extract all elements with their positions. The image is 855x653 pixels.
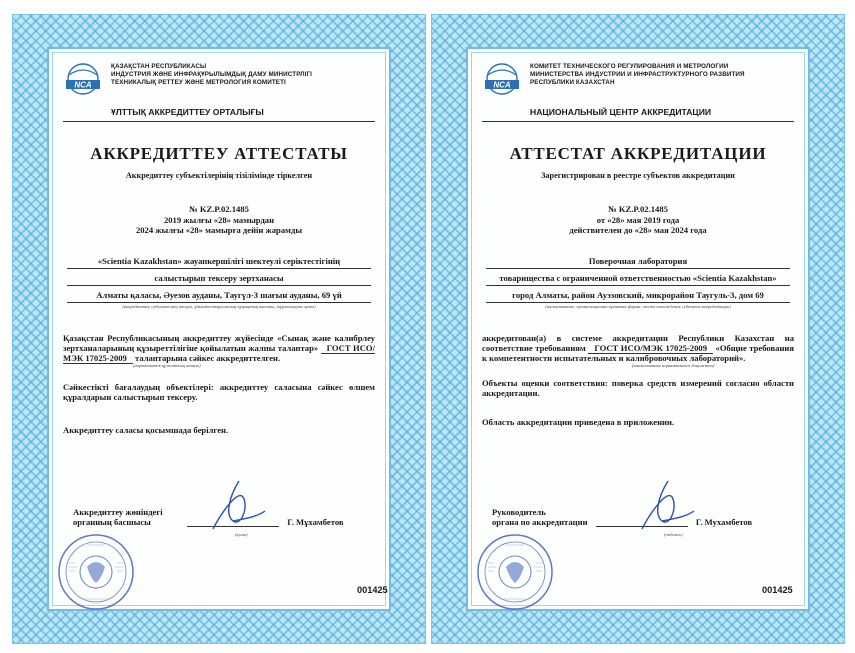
standard-name: ГОСТ ИСО/МЭК 17025-2009 bbox=[588, 343, 713, 354]
accreditation-statement: Қазақстан Республикасының аккредиттеу жүйесінде «Сынақ және калибрлеу зертханаларының құзыреттілігіне қойылатын жалпы талаптар» ГОСТ ИСО/МЭК 17025-2009 талаптарына сәйкес аккредиттелген. bbox=[63, 332, 375, 363]
certificate-kazakh bbox=[12, 14, 426, 644]
head-name: Г. Мұхамбетов bbox=[287, 517, 344, 527]
certificate-number-block bbox=[63, 204, 375, 236]
center-name: НАЦИОНАЛЬНЫЙ ЦЕНТР АККРЕДИТАЦИИ bbox=[530, 107, 712, 117]
certificate-title: АККРЕДИТТЕУ АТТЕСТАТЫ bbox=[90, 144, 348, 163]
certificate-inner-frame bbox=[47, 47, 391, 611]
official-seal-icon bbox=[57, 533, 135, 611]
lab-block bbox=[63, 256, 375, 309]
lab-block bbox=[482, 256, 794, 309]
signature-caption: (қолы) bbox=[235, 532, 248, 537]
lab-address: город Алматы, район Ауэзовский, микрорайон Таугуль-3, дом 69 bbox=[486, 290, 790, 303]
standard-caption: (наименование нормативного документа) bbox=[632, 363, 715, 369]
conformity-objects: Объекты оценки соответствия: поверка средств измерений согласно области аккредитации. bbox=[482, 378, 794, 399]
certificate-header bbox=[63, 61, 375, 105]
address-caption: (аккредиттеу субъектісінің атауы, ұйымдастырушылық-құқықтық нысаны, тұрғылықты орны) bbox=[122, 303, 316, 309]
head-title-line-1: Аккредиттеу жөніндегі bbox=[73, 507, 163, 517]
valid-from: 2019 жылғы «28» мамырдан bbox=[163, 214, 275, 225]
lab-line-2: товарищества с ограниченной ответственностью «Scientia Kazakhstan» bbox=[486, 273, 790, 286]
head-title-line-1: Руководитель bbox=[492, 507, 546, 517]
serial-number: 001425 bbox=[762, 585, 793, 595]
svg-text:NCA: NCA bbox=[493, 80, 511, 90]
lab-line-2: салыстырып тексеру зертханасы bbox=[67, 273, 371, 286]
official-seal-icon bbox=[476, 533, 554, 611]
standard-name: ГОСТ ИСО/МЭК 17025-2009 bbox=[63, 342, 375, 363]
org-line: МИНИСТЕРСТВА ИНДУСТРИИ И ИНФРАСТРУКТУРНОГО РАЗВИТИЯ bbox=[530, 71, 745, 78]
header-divider bbox=[482, 121, 794, 122]
org-line: ҚАЗАҚСТАН РЕСПУБЛИКАСЫ bbox=[111, 63, 207, 70]
head-name: Г. Мухамбетов bbox=[695, 517, 753, 527]
certificate-inner-frame bbox=[466, 47, 810, 611]
standard-caption: (нормативтік құжаттың атауы) bbox=[133, 363, 201, 369]
org-line: КОМИТЕТ ТЕХНИЧЕСКОГО РЕГУЛИРОВАНИЯ И МЕТРОЛОГИИ bbox=[530, 63, 729, 70]
lab-line-1: «Scientia Kazakhstan» жауапкершілігі шектеулі серіктестігінің bbox=[67, 256, 371, 269]
conformity-objects: Сәйкестікті бағалаудың объектілері: аккредиттеу саласына сәйкес өлшем құралдарын салыстырып тексеру. bbox=[63, 382, 375, 403]
org-line: ИНДУСТРИЯ ЖӘНЕ ИНФРАҚҰРЫЛЫМДЫҚ ДАМУ МИНИСТРЛІГІ bbox=[111, 71, 312, 78]
certificate-number: № KZ.P.02.1485 bbox=[608, 204, 668, 214]
head-title-line-2: органа по аккредитации bbox=[492, 517, 588, 527]
svg-text:NCA: NCA bbox=[74, 80, 92, 90]
valid-from: от «28» мая 2019 года bbox=[596, 214, 680, 225]
valid-to: 2024 жылғы «28» мамырға дейін жарамды bbox=[135, 225, 303, 235]
certificate-subtitle: Зарегистрирован в реестре субъектов аккредитации bbox=[541, 171, 735, 180]
certificate-subtitle: Аккредиттеу субъектілерінің тізілімінде тіркелген bbox=[125, 171, 313, 180]
handwritten-signature bbox=[199, 477, 269, 539]
serial-number: 001425 bbox=[357, 585, 388, 595]
certificate-title: АТТЕСТАТ АККРЕДИТАЦИИ bbox=[509, 144, 767, 163]
org-line: ТЕХНИКАЛЫҚ РЕТТЕУ ЖӘНЕ МЕТРОЛОГИЯ КОМИТЕТІ bbox=[111, 79, 286, 86]
certificate-header bbox=[482, 61, 794, 105]
lab-address: Алматы қаласы, Әуезов ауданы, Таугүл-3 шағын ауданы, 69 үй bbox=[67, 290, 371, 303]
signature-caption: (подпись) bbox=[664, 532, 683, 537]
certificate-russian bbox=[431, 14, 845, 644]
org-line: РЕСПУБЛИКИ КАЗАХСТАН bbox=[530, 79, 615, 86]
certificate-number-block bbox=[482, 204, 794, 236]
scope-note: Аккредиттеу саласы қосымшада берілген. bbox=[63, 424, 229, 435]
accreditation-statement: аккредитован(а) в системе аккредитации Республики Казахстан на соответствие требованиям ГОСТ ИСО/МЭК 17025-2009 «Общие требования к компетентности испытательных и калибровочных лабораторий». bbox=[482, 332, 795, 363]
address-caption: (наименование, организационно-правовая форма, место нахождения субъекта аккредитации) bbox=[545, 303, 731, 309]
head-title-line-2: органның басшысы bbox=[73, 517, 151, 527]
header-divider bbox=[63, 121, 375, 122]
nca-logo-icon bbox=[482, 61, 522, 101]
nca-logo-icon bbox=[63, 61, 103, 101]
valid-to: действителен до «28» мая 2024 года bbox=[569, 225, 707, 235]
certificate-number: № KZ.P.02.1485 bbox=[189, 204, 249, 214]
scope-note: Область аккредитации приведена в приложении. bbox=[482, 416, 675, 427]
handwritten-signature bbox=[628, 477, 698, 539]
center-name: ҰЛТТЫҚ АККРЕДИТТЕУ ОРТАЛЫҒЫ bbox=[111, 107, 264, 117]
lab-line-1: Поверочная лаборатория bbox=[486, 256, 790, 269]
